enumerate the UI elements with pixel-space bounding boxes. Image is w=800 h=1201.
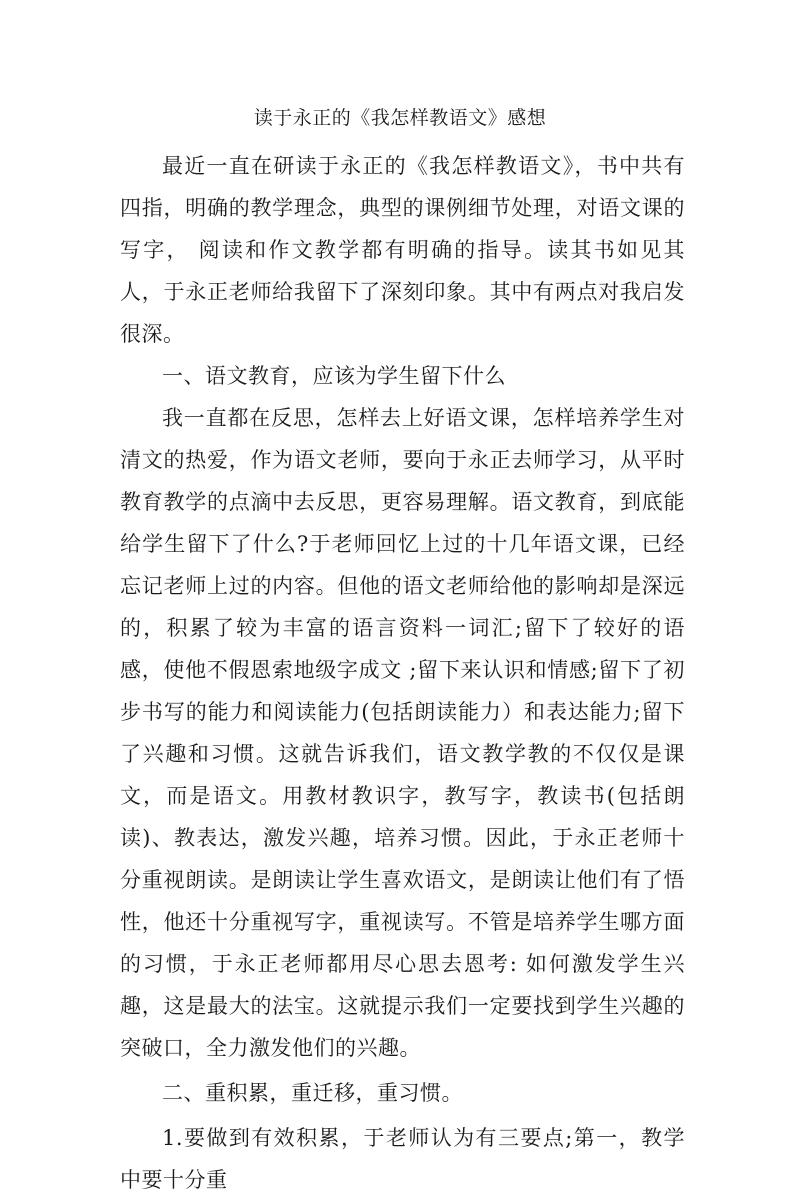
paragraph-section-1: 我一直都在反思，怎样去上好语文课，怎样培养学生对清文的热爱，作为语文老师，要向于永正去师学习，从平时教育教学的点滴中去反思，更容易理解。语文教育，到底能给学生留下了什么?于老师回忆上过的十几年语文课，已经忘记老师上过的内容。但他的语文老师给他的影响却是深远的，积累了较为丰富的语言资料一词汇;留下了较好的语感，使他不假恩索地级字成文 ;留下来认识和情感;留下了初步书写的能力和阅读能力(包括朗读能力）和表达能力;留下了兴趣和习惯。这就告诉我们，语文教学教的不仅仅是课文，而是语文。用教材教识字，教写字，教读书(包括朗读)、教表达，激发兴趣，培养习惯。因此，于永正老师十分重视朗读。是朗读让学生喜欢语文，是朗读让他们有了悟性，他还十分重视写字，重视读写。不管是培养学生哪方面的习惯，于永正老师都用尽心思去恩考: 如何激发学生兴趣，这是最大的法宝。这就提示我们一定要找到学生兴趣的突破口，全力激发他们的兴趣。 (120, 406, 685, 1060)
document-title: 读于永正的《我怎样教语文》感想 (253, 107, 547, 129)
section-heading-1: 一、语文教育，应该为学生留下什么 (162, 364, 506, 388)
paragraph-section-2-item-1: 1.要做到有效积累，于老师认为有三要点;第一，教学中要十分重 (120, 1126, 685, 1192)
document-body (120, 145, 685, 1201)
section-heading-2: 二、重积累，重迁移，重习惯。 (162, 1081, 463, 1105)
paragraph-intro: 最近一直在研读于永正的《我怎样教语文》，书中共有四指，明确的教学理念，典型的课例细节处理，对语文课的写字， 阅读和作文教学都有明确的指导。读其书如见其人，于永正老师给我留下了深刻印象。其中有两点对我启发很深。 (120, 154, 685, 346)
